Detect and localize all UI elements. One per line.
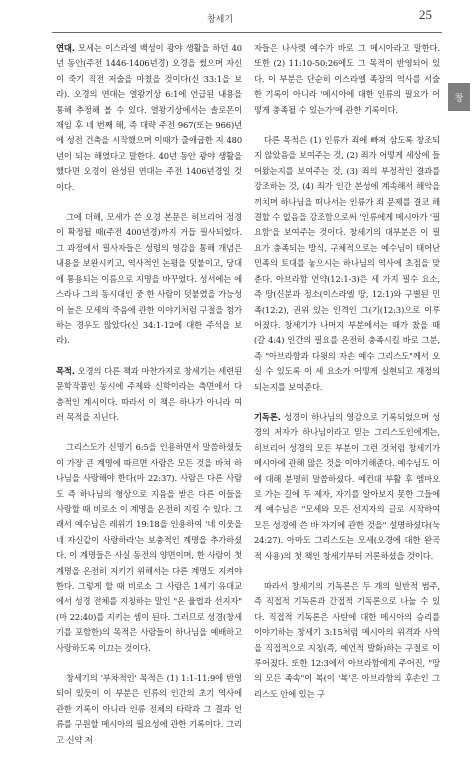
paragraph bbox=[254, 133, 440, 395]
section-term: 기독론. bbox=[254, 411, 281, 422]
header-rule bbox=[52, 32, 442, 33]
paragraph-text: 그리스도가 신명기 6:5을 인용하면서 말씀하셨듯이 가장 큰 계명에 따르면 사람은 모든 것을 바쳐 하나님을 사랑해야 한다(마 22:37). 사람은 다른 사람도 즉 하나님의 형상으로 지음을 받은 다른 이들을 사랑할 때 비로소 이 계명을 온전히 지킬 수 있다. 그래서 예수님은 레위기 19:18을 인용하여 '네 이웃을 네 자신같이 사랑하라'는 보충적인 계명을 추가하셨다. 이 계명들은 사실 동전의 양면이며, 한 사람이 첫 계명을 온전히 지키기 위해서는 다른 계명도 지켜야 한다. 그렇게 할 때 비로소 그 사람은 1세기 유대교에서 성경 전체를 지칭하는 말인 "온 율법과 선지자"(마 22:40)를 지키는 셈이 된다. 그러므로 성경(창세기를 포함한)의 목적은 사람들이 하나님을 예배하고 사랑하도록 이끄는 것이다. bbox=[56, 442, 242, 653]
paragraph-text: 따라서 창세기의 기독론은 두 개의 일반적 범주, 즉 직접적 기독론과 간접적 기독론으로 나눌 수 있다. 직접적 기독론은 사탄에 대한 메시아의 승리를 이야기하는 창세기 3:15처럼 메시아의 위격과 사역을 직접적으로 지칭(즉, 예언적 발화)하는 구절로 이루어졌다. 또한 12:3에서 아브라함에게 주어진, "땅의 모든 족속"이 복(이 '복'은 아브라함의 후손인 그리스도 안에 있는 구 bbox=[254, 581, 440, 699]
paragraph-text: 성경이 하나님의 영감으로 기록되었으며 성경의 저자가 하나님이라고 믿는 그리스도인에게는, 히브리어 성경의 모든 부분이 그런 것처럼 창세기가 메시아에 관해 많은 것을 이야기해준다. 예수님도 이에 대해 분명히 말씀하셨다. 예컨대 부활 후 엠마오로 가는 길에 두 제자, 자기를 알아보지 못한 그들에게 예수님은 "모세와 모든 선지자의 글로 시작하여 모든 성경에 쓴 바 자기에 관한 것을" 설명하셨다(눅 24:27). 아마도 그리스도는 모세(오경에 대한 완곡적 사용)의 첫 책인 창세기부터 거론하셨을 것이다. bbox=[254, 411, 440, 561]
right-column bbox=[254, 41, 440, 717]
paragraph-text: 다른 목적은 (1) 인류가 죄에 빠져 삼도록 창조되지 않았음을 보여주는 것, (2) 죄가 어떻게 세상에 들어왔는지를 보여주는 것, (3) 죄의 부정적인 결과를 강조하는 것, (4) 죄가 인간 본성에 계속해서 해악을 끼치며 하나님을 떠나서는 인류가 죄 문제를 결코 해결할 수 없음을 강조함으로써 '인류에게 메시아가 '필요함'을 보여주는 것이다. 창세기의 대부분은 이 필요가 충족되는 방식, 구체적으로는 예수님이 태어난 민족의 토대를 놓으시는 하나님의 역사에 초점을 맞춘다. 아브라함 언약(12:1-3)은 세 가지 필수 요소, 즉 땅(신분과 정소(이스라엘 땅, 12:1)와 구별된 민족(12:2), 권위 있는 인격인 그(기(12:3)으로 이루어졌다. 창세기가 나머지 부분에서는 때가 찼을 때(갈 4:4) 인간의 필요를 온전히 충족시킬 바로 그분, 즉 "아브라함과 다윗의 자손 예수 그리스도"께서 오실 수 있도록 이 세 요소가 어떻게 실현되고 재정의되는지를 보여준다. bbox=[254, 135, 440, 392]
paragraph-text: 창세기의 '부차적인' 목적은 (1) 1:1-11:9에 반영되어 있듯이 이 부분은 인류의 인간의 초기 역사에 관한 기록이 아니라 인류 전체의 타락과 그 결과 인류를 구원할 메시아의 필요성에 관한 기록이다. 그리고 신약 저 bbox=[56, 673, 242, 745]
paragraph bbox=[254, 41, 440, 118]
paragraph-text: 그에 더해, 모세가 쓴 오경 본문은 히브리어 정경이 확정될 때(주전 400년경)까지 거듭 필사되었다. 그 과정에서 필사자들은 성령의 영감을 통해 개념은 내용을 보완시키고, 역사적인 논평을 덧붙이고, 당대에 통용되는 이름으로 지명을 바꾸었다. 성서에는 에스라나 그의 동시대인 중 한 사람이 덧붙였을 가능성이 높은 모세의 죽음에 관한 이야기처럼 구절을 첨가하는 경우도 많았다(신 34:1-12에 대한 주석을 보라). bbox=[56, 212, 242, 346]
paragraph bbox=[56, 364, 242, 426]
paragraph-text: 자들은 나사렛 예수가 바로 그 메시아라고 말한다. 또한 (2) 11:10-50:26에도 그 목적이 반영되어 있다. 이 부분은 단순히 이스라엘 족장의 역사를 서술한 기록이 아니라 '메시아에 대한 인류의 필요가 어떻게 충족될 수 있는가'에 관한 기록이다. bbox=[254, 43, 440, 115]
paragraph-text: 모세는 이스라엘 백성이 광야 생활을 하던 40년 동안(주전 1446-1406년경) 오경을 썼으며 자신이 죽기 직전 저술을 마쳤을 것이다(신 33:1을 보라). 오경의 연대는 열왕기상 6:1에 언급된 내용을 통해 추정해 볼 수 있다. 열왕기상에서는 솔로몬이 재임 후 네 번째 해, 즉 대략 주전 967(또는 966)년에 성전 건축을 시작했으며 이때가 출애굽한 지 480년이 되는 해였다고 말한다. 40년 동안 광야 생활을 했다면 오경이 완성된 연대는 주전 1406년경일 것이다. bbox=[56, 43, 242, 192]
running-header-title: 창세기 bbox=[206, 15, 234, 25]
page-number: 25 bbox=[419, 7, 432, 22]
chapter-side-tab: 창 bbox=[448, 83, 470, 111]
section-term: 연대. bbox=[56, 43, 75, 53]
paragraph bbox=[254, 579, 440, 702]
section-term: 목적. bbox=[56, 365, 75, 376]
left-column bbox=[56, 41, 242, 763]
paragraph bbox=[56, 210, 242, 349]
paragraph bbox=[56, 41, 242, 195]
paragraph-text: 오경의 다른 책과 마찬가지로 창세기는 세련된 문학작품인 동시에 주제와 신학이라는 측면에서 다층적인 계시이다. 따라서 이 책은 하나가 아니라 여러 목적을 지닌다. bbox=[56, 365, 242, 422]
paragraph bbox=[56, 440, 242, 656]
paragraph bbox=[254, 410, 440, 564]
paragraph bbox=[56, 671, 242, 748]
